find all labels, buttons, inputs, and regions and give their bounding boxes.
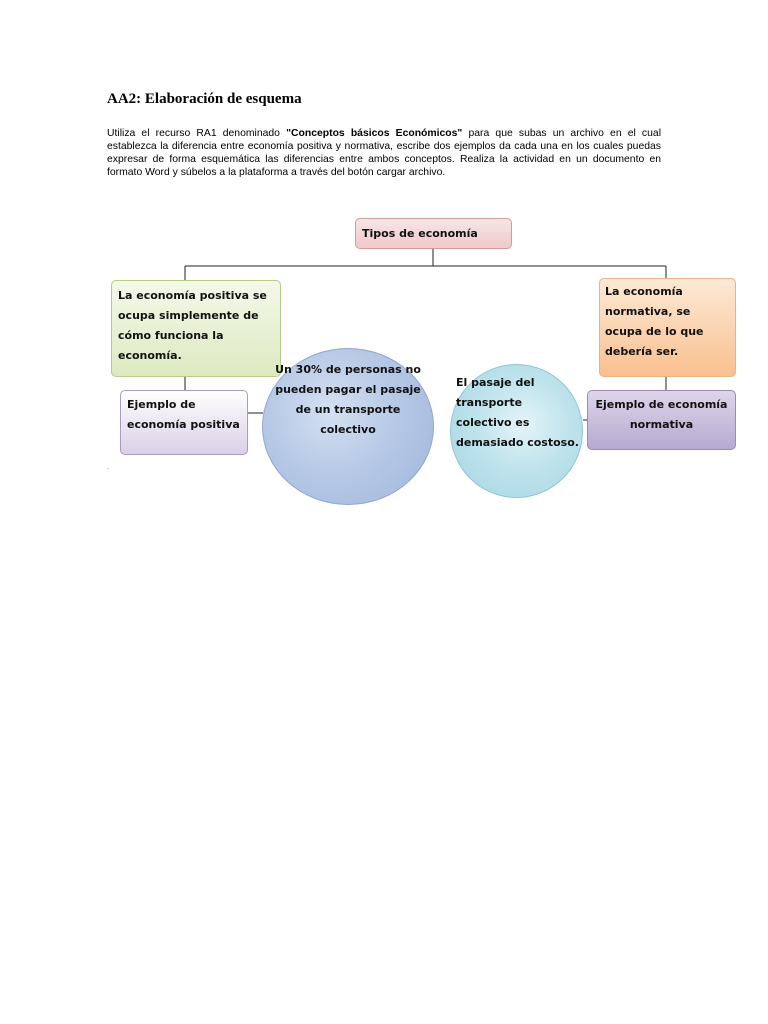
document-title: AA2: Elaboración de esquema [107,91,302,107]
resource-name: "Conceptos básicos Económicos" [286,128,463,139]
normative-example-text: El pasaje del transporte colectivo es demasiado costoso. [456,376,579,449]
positive-economy-box: La economía positiva se ocupa simplemente de cómo funciona la economía. [111,280,281,377]
stray-mark: . [107,462,110,471]
positive-example-label-box: Ejemplo de economía positiva [120,390,248,455]
normative-example-label-box: Ejemplo de economía normativa [587,390,736,450]
normative-economy-box: La economía normativa, se ocupa de lo que debería ser. [599,278,736,377]
positive-example-text: Un 30% de personas no pueden pagar el pasaje de un transporte colectivo [275,363,421,436]
instructions-text-end: para que subas un archivo en el cual establezca la diferencia entre economía positiva y normativa, escribe dos ejemplos da cada una en los cuales puedas expresar de forma esquemática las diferencias entre ambos conceptos. Realiza la actividad en un documento en formato Word y súbelos a la plataforma a través del botón cargar archivo. [107,128,661,178]
instructions-text-start: Utiliza el recurso RA1 denominado [107,128,287,139]
diagram-root-box: Tipos de economía [355,218,512,249]
